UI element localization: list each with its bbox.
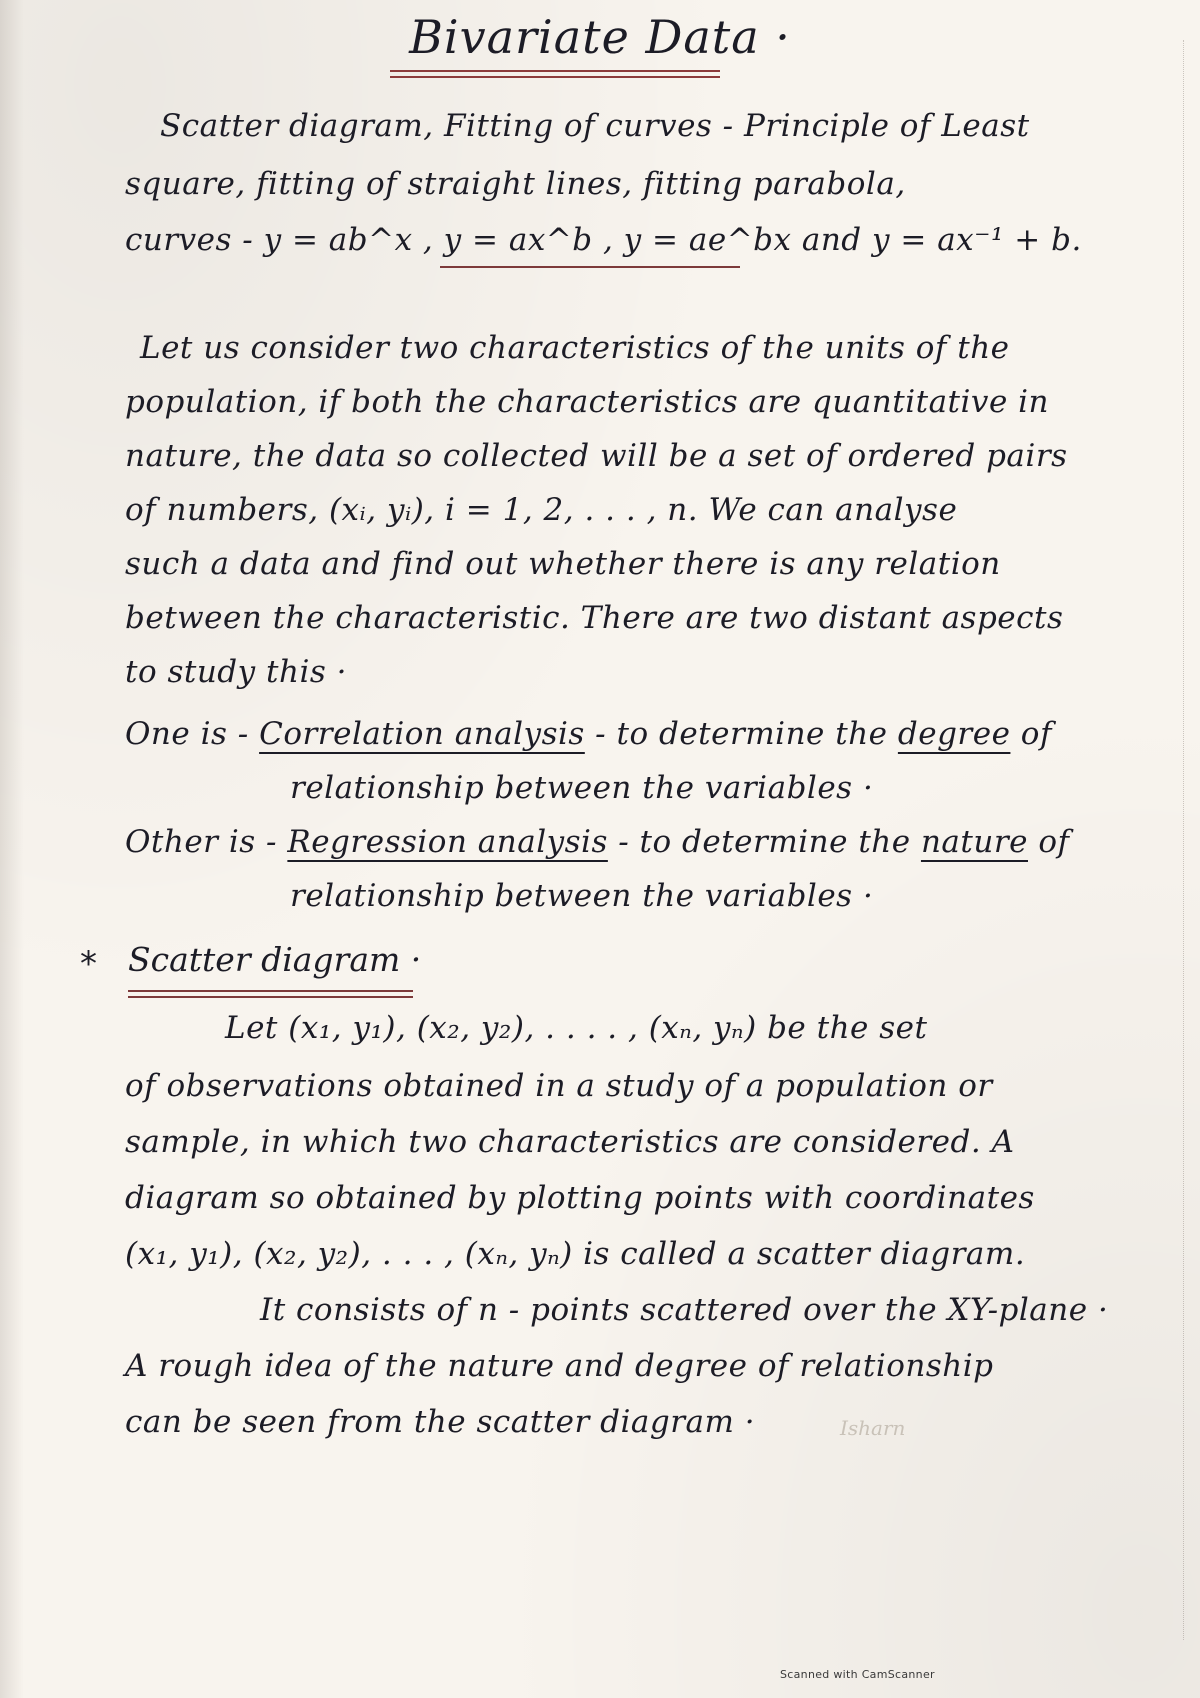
aspect-other-end: of: [1028, 824, 1070, 860]
scatter-line-7: A rough idea of the nature and degree of relationship: [125, 1348, 994, 1384]
section-heading-underline-2: [128, 996, 413, 998]
intro-line-6: between the characteristic. There are two distant aspects: [125, 600, 1064, 636]
syllabus-line-1: Scatter diagram, Fitting of curves - Principle of Least: [160, 108, 1030, 144]
aspect-one-key: degree: [897, 716, 1011, 752]
page-edge-shadow: [0, 0, 24, 1698]
margin-line: [1183, 40, 1190, 1640]
intro-line-4: of numbers, (xᵢ, yᵢ), i = 1, 2, . . . , n. We can analyse: [125, 492, 958, 528]
intro-line-1: Let us consider two characteristics of the units of the: [140, 330, 1010, 366]
intro-line-7: to study this ·: [125, 654, 347, 690]
aspect-one: [125, 716, 1052, 752]
intro-line-2: population, if both the characteristics are quantitative in: [125, 384, 1050, 420]
aspect-other-mid: - to determine the: [607, 824, 921, 860]
bullet-star-icon: *: [80, 944, 97, 984]
title-underline-2: [390, 76, 720, 78]
aspect-one-prefix: One is -: [125, 716, 249, 752]
aspect-one-end: of: [1010, 716, 1052, 752]
aspect-other-line-2: relationship between the variables ·: [290, 878, 874, 914]
scanner-watermark: Scanned with CamScanner: [780, 1668, 935, 1681]
aspect-one-term: Correlation analysis: [259, 716, 585, 752]
aspect-one-line-2: relationship between the variables ·: [290, 770, 874, 806]
scatter-line-3: sample, in which two characteristics are considered. A: [125, 1124, 1015, 1160]
syllabus-line-2: square, fitting of straight lines, fitting parabola,: [125, 166, 906, 202]
syllabus-line-3: curves - y = ab^x , y = ax^b , y = ae^bx and y = ax⁻¹ + b.: [125, 222, 1082, 258]
aspect-other-prefix: Other is -: [125, 824, 278, 860]
title-underline-1: [390, 70, 720, 72]
section-heading-scatter: Scatter diagram ·: [128, 940, 422, 979]
aspect-one-mid: - to determine the: [584, 716, 898, 752]
syllabus-underline: [440, 266, 740, 268]
page-title: Bivariate Data ·: [409, 10, 791, 64]
section-heading-underline-1: [128, 990, 413, 992]
scatter-line-8: can be seen from the scatter diagram ·: [125, 1404, 756, 1440]
aspect-other: [125, 824, 1070, 860]
scatter-line-5: (x₁, y₁), (x₂, y₂), . . . , (xₙ, yₙ) is called a scatter diagram.: [125, 1236, 1026, 1272]
intro-line-5: such a data and find out whether there is any relation: [125, 546, 1001, 582]
aspect-other-term: Regression analysis: [287, 824, 608, 860]
aspect-other-key: nature: [920, 824, 1028, 860]
scatter-line-6: It consists of n - points scattered over the XY-plane ·: [260, 1292, 1109, 1328]
scatter-line-2: of observations obtained in a study of a population or: [125, 1068, 993, 1104]
scatter-line-4: diagram so obtained by plotting points with coordinates: [125, 1180, 1035, 1216]
intro-line-3: nature, the data so collected will be a set of ordered pairs: [125, 438, 1068, 474]
scatter-line-1: Let (x₁, y₁), (x₂, y₂), . . . . , (xₙ, yₙ) be the set: [225, 1010, 928, 1046]
faint-signature: Isharn: [840, 1416, 906, 1440]
